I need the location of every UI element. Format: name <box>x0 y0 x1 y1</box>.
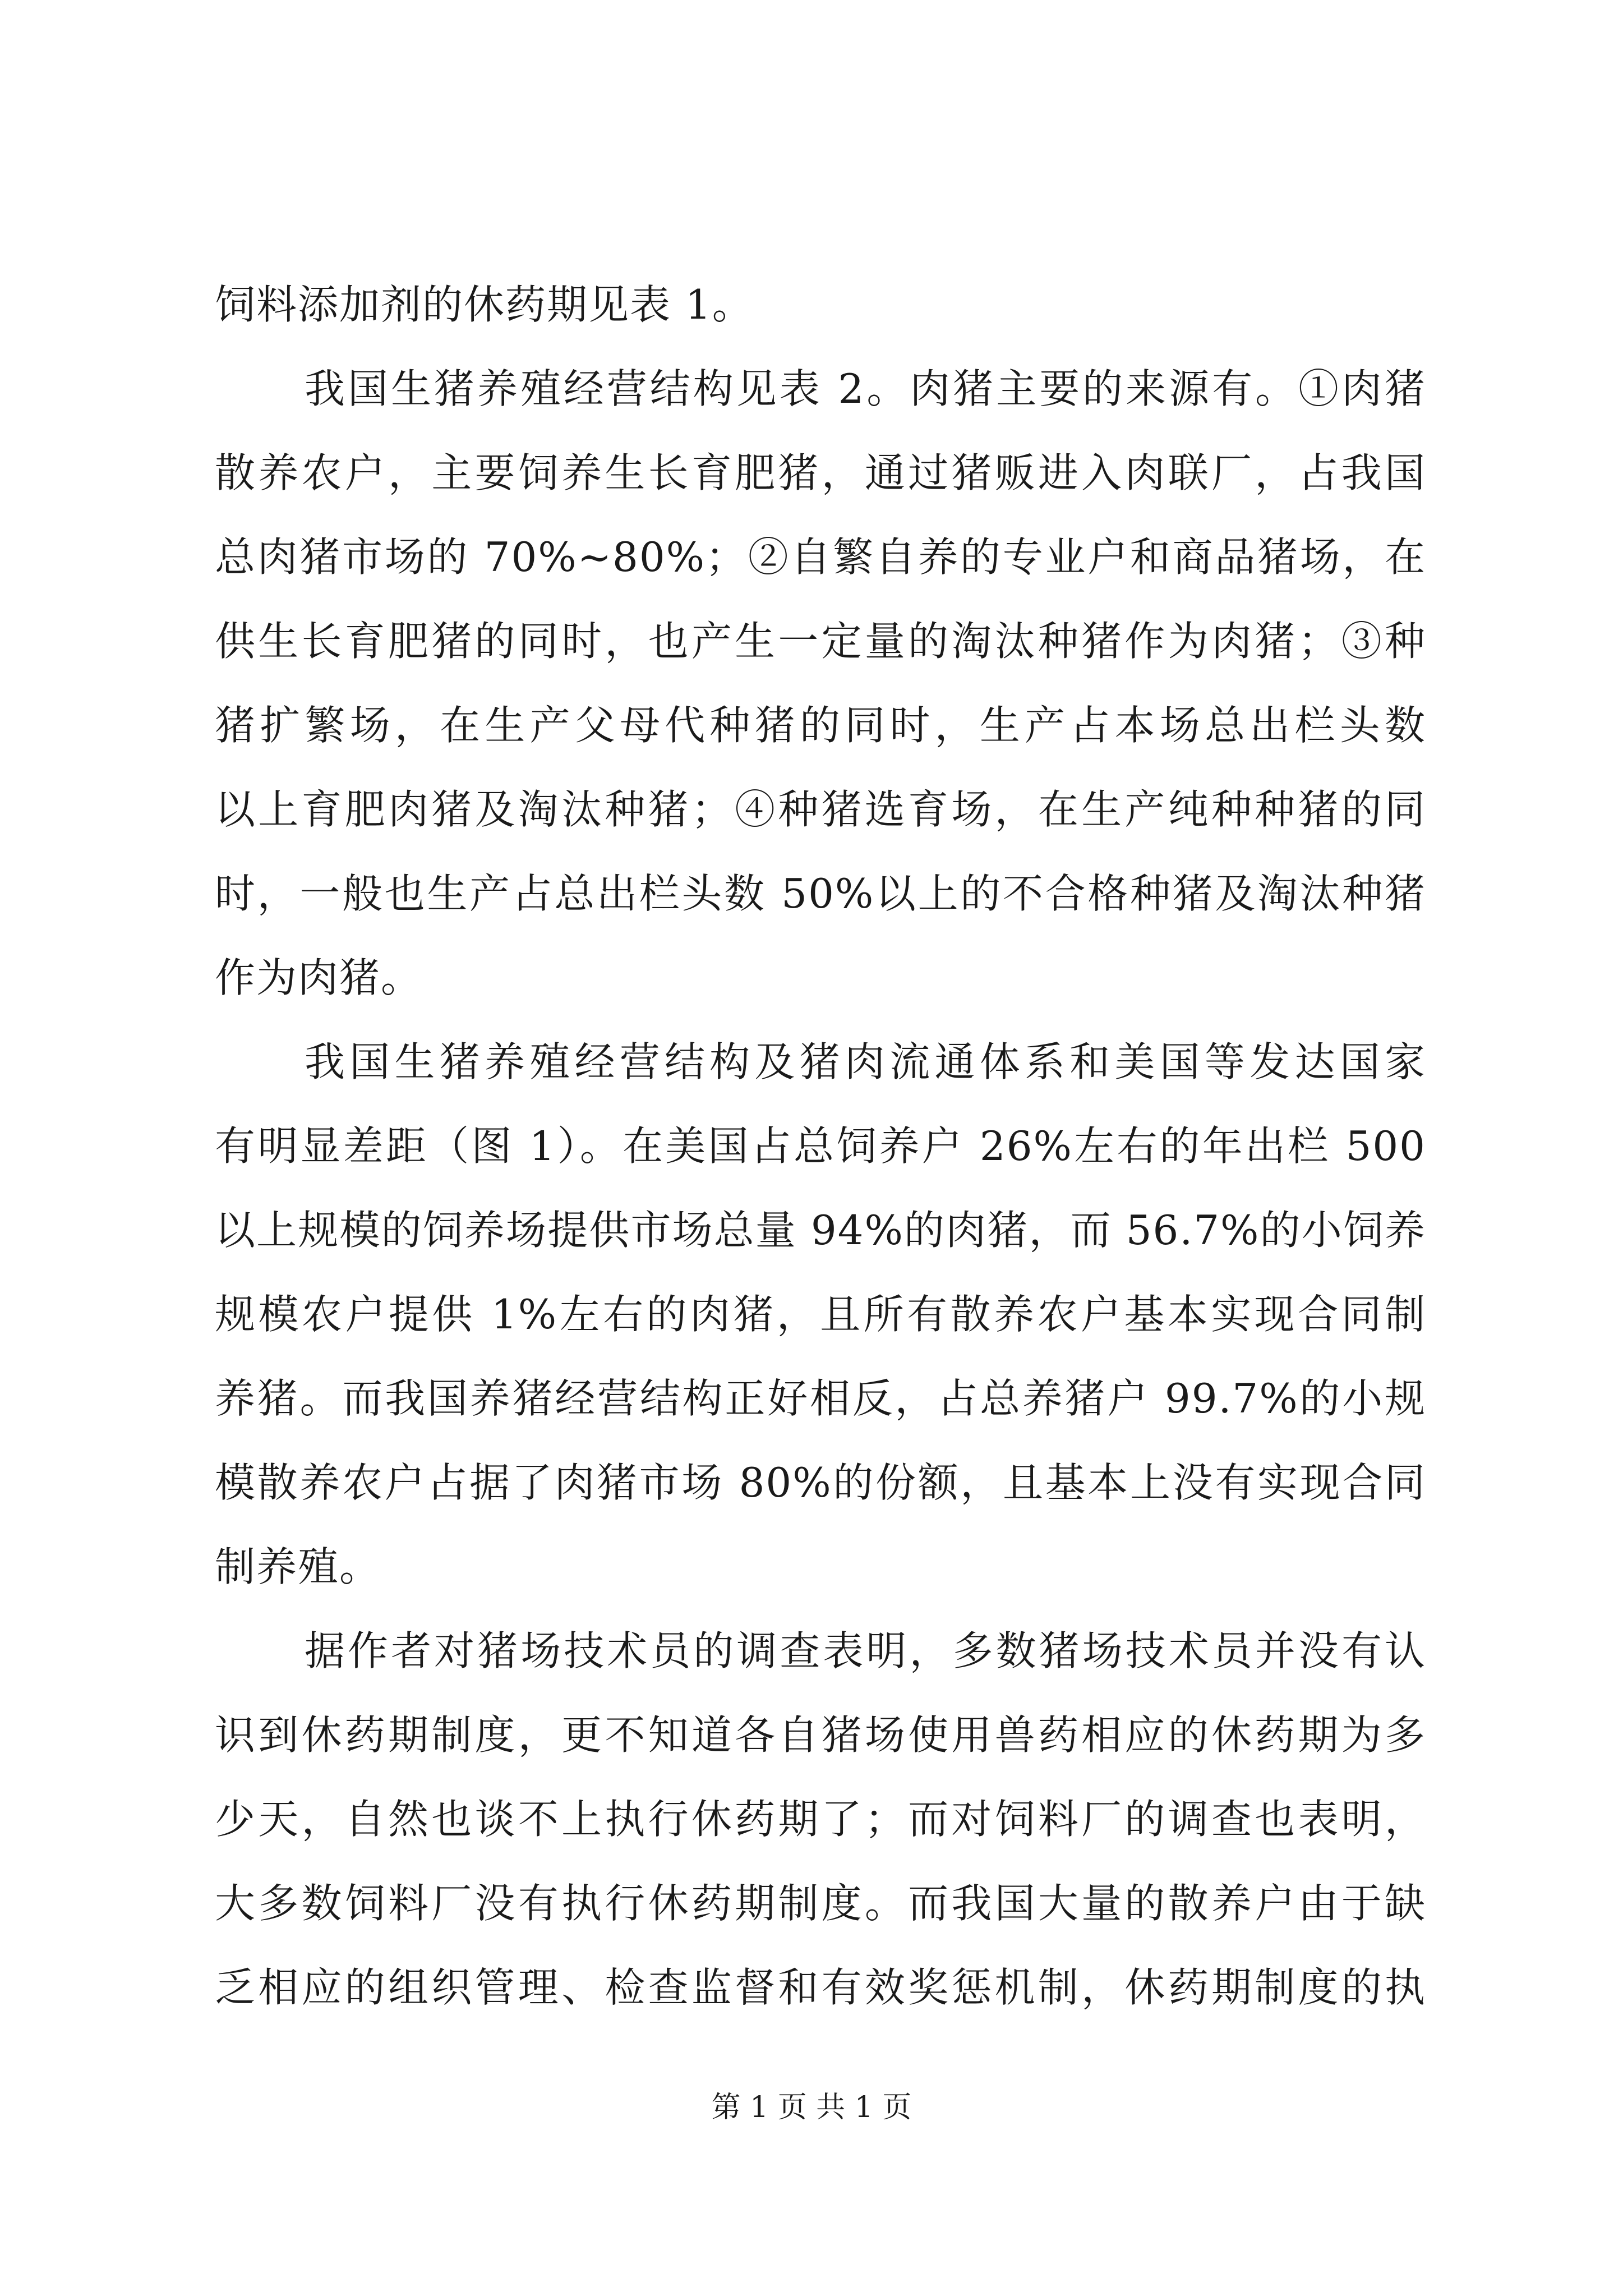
text-line: 制养殖。 <box>215 1543 381 1590</box>
text-line: 模散养农户占据了肉猪市场 80%的份额，且基本上没有实现合同 <box>215 1459 1426 1506</box>
text-line: 我国生猪养殖经营结构见表 2。肉猪主要的来源有。①肉猪 <box>305 365 1426 412</box>
text-line: 少天，自然也谈不上执行休药期了；而对饲料厂的调查也表明， <box>215 1796 1426 1843</box>
text-line: 识到休药期制度，更不知道各自猪场使用兽药相应的休药期为多 <box>215 1711 1426 1759</box>
body-text <box>215 263 1426 2030</box>
text-line: 饲料添加剂的休药期见表 1。 <box>215 281 754 328</box>
text-line: 规模农户提供 1%左右的肉猪，且所有散养农户基本实现合同制 <box>215 1291 1426 1338</box>
text-line: 大多数饲料厂没有执行休药期制度。而我国大量的散养户由于缺 <box>215 1880 1426 1927</box>
text-line: 作为肉猪。 <box>215 954 423 1001</box>
text-line: 我国生猪养殖经营结构及猪肉流通体系和美国等发达国家 <box>305 1038 1426 1085</box>
text-line: 有明显差距（图 1）。在美国占总饲养户 26%左右的年出栏 500 <box>215 1122 1426 1170</box>
text-line: 散养农户，主要饲养生长育肥猪，通过猪贩进入肉联厂，占我国 <box>215 449 1426 496</box>
text-line: 猪扩繁场，在生产父母代种猪的同时，生产占本场总出栏头数 <box>215 702 1426 749</box>
text-line: 以上育肥肉猪及淘汰种猪；④种猪选育场，在生产纯种种猪的同 <box>215 786 1426 833</box>
text-line: 乏相应的组织管理、检查监督和有效奖惩机制，休药期制度的执 <box>215 1964 1426 2011</box>
page-footer: 第 1 页 共 1 页 <box>711 2091 912 2124</box>
text-line: 时，一般也生产占总出栏头数 50%以上的不合格种猪及淘汰种猪 <box>215 870 1426 917</box>
text-line: 养猪。而我国养猪经营结构正好相反，占总养猪户 99.7%的小规 <box>215 1375 1426 1422</box>
text-line: 供生长育肥猪的同时，也产生一定量的淘汰种猪作为肉猪；③种 <box>215 618 1426 665</box>
text-line: 以上规模的饲养场提供市场总量 94%的肉猪，而 56.7%的小饲养 <box>215 1207 1426 1254</box>
text-line: 据作者对猪场技术员的调查表明，多数猪场技术员并没有认 <box>305 1627 1426 1674</box>
text-line: 总肉猪市场的 70%~80%；②自繁自养的专业户和商品猪场，在 <box>215 533 1426 581</box>
